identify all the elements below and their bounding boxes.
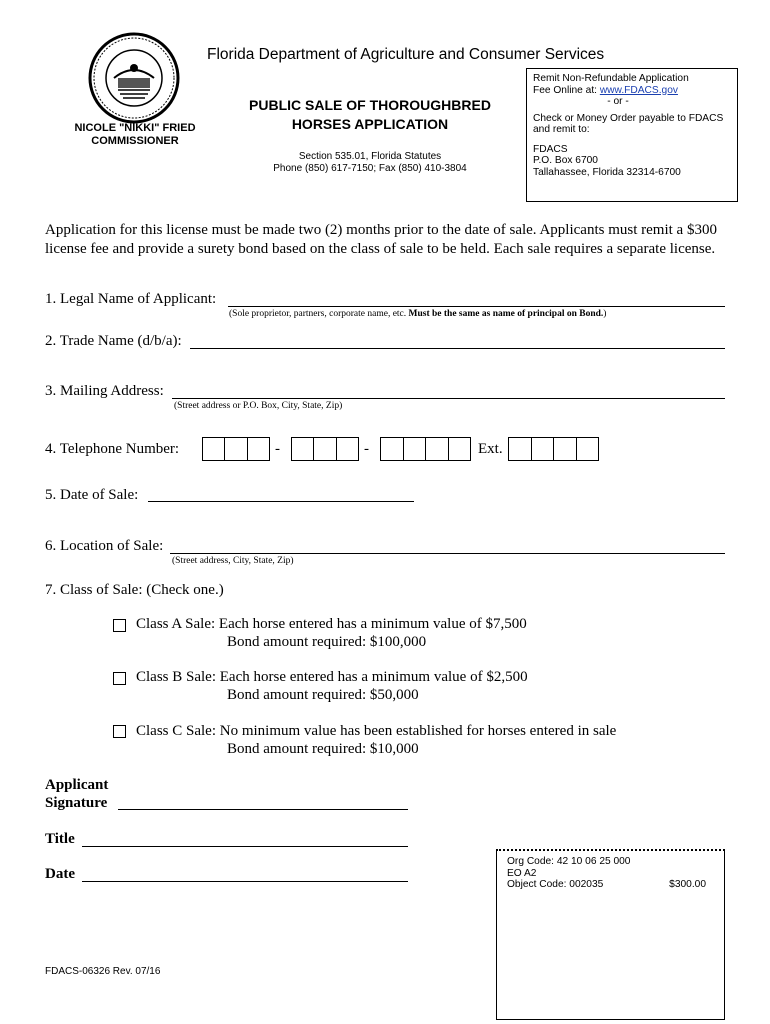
date-of-sale-label: 5. Date of Sale: [45, 487, 139, 503]
class-c-text: Class C Sale: No minimum value has been established for horses entered in sale [136, 723, 617, 739]
fdacs-link[interactable]: www.FDACS.gov [599, 84, 678, 96]
legal-name-hint [229, 309, 606, 319]
class-c-bond: Bond amount required: $10,000 [227, 741, 419, 757]
phone-fax-text: Phone (850) 617-7150; Fax (850) 410-3804 [273, 163, 467, 174]
remit-line3: Check or Money Order payable to FDACS [533, 112, 724, 124]
remit-address-1: FDACS [533, 143, 568, 155]
title-label: Title [45, 831, 75, 847]
telephone-label: 4. Telephone Number: [45, 441, 180, 457]
telephone-prefix-boxes[interactable] [291, 437, 359, 461]
class-a-checkbox[interactable] [113, 619, 126, 632]
remit-line2-prefix: Fee Online at: [533, 84, 600, 96]
object-code: Object Code: 002035 [507, 879, 604, 890]
legal-name-hint-close: ) [603, 309, 607, 319]
telephone-area-code-boxes[interactable] [202, 437, 270, 461]
form-number: FDACS-06326 Rev. 07/16 [45, 966, 161, 977]
class-of-sale-label: 7. Class of Sale: (Check one.) [45, 582, 224, 598]
department-name: Florida Department of Agriculture and Consumer Services [207, 46, 605, 63]
class-b-bond: Bond amount required: $50,000 [227, 687, 419, 703]
legal-name-hint-bold: Must be the same as name of principal on Bond. [408, 309, 604, 319]
class-c-checkbox[interactable] [113, 725, 126, 738]
date-input[interactable] [82, 881, 408, 882]
title-input[interactable] [82, 846, 408, 847]
date-of-sale-input[interactable] [148, 501, 414, 502]
location-hint: (Street address, City, State, Zip) [172, 556, 294, 566]
remit-address-3: Tallahassee, Florida 32314-6700 [533, 166, 681, 178]
intro-paragraph: Application for this license must be made two (2) months prior to the date of sale. Applicants must remit a $300 license fee and provide a surety bond based on the class of sale to be held. Each sale requires a separate license. [45, 222, 717, 257]
remit-line1: Remit Non-Refundable Application [533, 73, 689, 84]
class-b-text: Class B Sale: Each horse entered has a minimum value of $2,500 [136, 669, 528, 685]
signature-input[interactable] [118, 809, 408, 810]
class-a-text: Class A Sale: Each horse entered has a minimum value of $7,500 [136, 616, 527, 632]
class-b-checkbox[interactable] [113, 672, 126, 685]
office-use-box [496, 849, 725, 1020]
fdacs-seal [88, 32, 180, 124]
legal-name-label: 1. Legal Name of Applicant: [45, 291, 217, 307]
legal-name-hint-text: (Sole proprietor, partners, corporate name, etc. [229, 309, 409, 319]
class-a-bond: Bond amount required: $100,000 [227, 634, 427, 650]
remit-address-2: P.O. Box 6700 [533, 155, 598, 166]
telephone-dash-1: - [275, 441, 280, 457]
eo-code: EO A2 [507, 867, 537, 879]
location-label: 6. Location of Sale: [45, 538, 164, 554]
telephone-dash-2: - [364, 441, 369, 457]
commissioner-name: NICOLE "NIKKI" FRIED [74, 122, 196, 134]
statute-text: Section 535.01, Florida Statutes [298, 151, 442, 162]
remit-line2 [533, 85, 731, 97]
mailing-address-label: 3. Mailing Address: [45, 383, 164, 399]
form-title-line1: PUBLIC SALE OF THOROUGHBRED [249, 97, 491, 113]
remit-or: - or - [607, 96, 629, 107]
legal-name-input[interactable] [228, 306, 725, 307]
telephone-ext-boxes[interactable] [508, 437, 599, 461]
form-title-line2: HORSES APPLICATION [291, 116, 449, 132]
remit-line4: and remit to: [533, 124, 590, 135]
fee-amount: $300.00 [669, 879, 706, 890]
org-code: Org Code: 42 10 06 25 000 [507, 856, 631, 867]
location-input[interactable] [170, 553, 725, 554]
telephone-ext-label: Ext. [478, 441, 503, 457]
signature-label: Signature [45, 795, 108, 811]
object-code-row [507, 879, 714, 891]
applicant-label: Applicant [45, 777, 109, 793]
trade-name-input[interactable] [190, 348, 725, 349]
mailing-address-hint: (Street address or P.O. Box, City, State, Zip) [174, 401, 343, 411]
telephone-line-boxes[interactable] [380, 437, 471, 461]
mailing-address-input[interactable] [172, 398, 725, 399]
trade-name-label: 2. Trade Name (d/b/a): [45, 333, 182, 349]
remit-box [526, 68, 738, 202]
date-label: Date [45, 866, 75, 882]
commissioner-title: COMMISSIONER [91, 135, 179, 147]
